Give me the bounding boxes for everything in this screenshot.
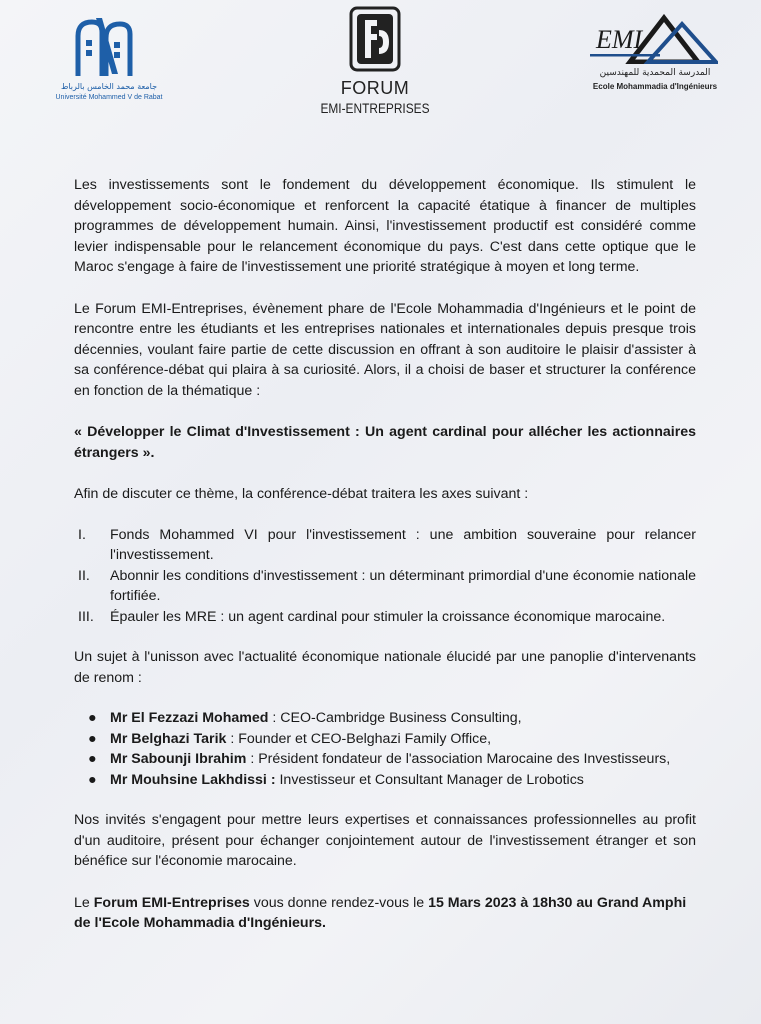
- speaker-role: : Président fondateur de l'association Marocaine des Investisseurs,: [246, 751, 671, 767]
- axis-item: [74, 607, 696, 628]
- axis-text: Épauler les MRE : un agent cardinal pour stimuler la croissance économique marocaine.: [110, 608, 666, 625]
- speaker-name: Mr Sabounji Ibrahim: [110, 751, 247, 767]
- axis-text: Abonnir les conditions d'investissement : un déterminant primordial d'une économie nationale fortifiée.: [110, 567, 696, 604]
- speaker-role: : CEO-Cambridge Business Consulting,: [268, 710, 522, 726]
- forum-name: Forum EMI-Entreprises: [93, 894, 250, 911]
- bullet-icon: ●: [88, 730, 97, 747]
- axis-text: Fonds Mohammed VI pour l'investissement : une ambition souveraine pour relancer l'investissement.: [110, 526, 696, 563]
- guests-paragraph: Nos invités s'engagent pour mettre leurs expertises et connaissances professionnelles au profit d'un auditoire, présent pour échanger conjointement autour de l'investissement étranger et son bénéfice sur l'économie marocaine.: [74, 812, 696, 869]
- speakers-list: [74, 708, 696, 790]
- event-announcement: [74, 893, 696, 934]
- forum-title: FORUM: [340, 78, 410, 98]
- forum-subtitle: EMI-ENTREPRISES: [320, 100, 430, 116]
- emi-french-name: Ecole Mohammadia d'Ingénieurs: [592, 82, 718, 91]
- speaker-name: Mr Belghazi Tarik: [110, 730, 227, 747]
- axis-number: III.: [78, 608, 94, 625]
- axis-item: [74, 525, 696, 566]
- bullet-icon: ●: [88, 771, 97, 788]
- conference-theme: « Développer le Climat d'Investissement : Un agent cardinal pour allécher les actionnaires étrangers ».: [74, 424, 696, 461]
- announcement-prefix: Le: [74, 894, 94, 911]
- speaker-item: [74, 708, 696, 729]
- speaker-item: [74, 770, 696, 791]
- emi-mark-text: EMI: [596, 25, 643, 54]
- emi-emblem-icon: [588, 14, 718, 64]
- emi-arabic-name: المدرسة المحمدية للمهندسين: [599, 68, 711, 78]
- speaker-name: Mr El Fezzazi Mohamed: [110, 710, 269, 726]
- event-date-location: 15 Mars 2023 à 18h30 au Grand Amphi de l'Ecole Mohammadia d'Ingénieurs.: [74, 894, 687, 931]
- document-body: [74, 175, 696, 934]
- axes-intro: Afin de discuter ce thème, la conférence-débat traitera les axes suivant :: [74, 486, 529, 502]
- speaker-name: Mr Mouhsine Lakhdissi :: [110, 771, 276, 788]
- speaker-role: Investisseur et Consultant Manager de Lrobotics: [275, 771, 584, 788]
- axes-list: [74, 525, 696, 628]
- um5-emblem-icon: [72, 16, 136, 78]
- bullet-icon: ●: [88, 751, 97, 767]
- axis-number: I.: [78, 526, 86, 543]
- emi-logo: [580, 14, 730, 100]
- speakers-intro: Un sujet à l'unisson avec l'actualité économique nationale élucidé par une panoplie d'intervenants de renom :: [74, 649, 696, 686]
- speaker-item: [74, 729, 696, 750]
- axis-item: [74, 566, 696, 607]
- universite-mohammed-v-logo: [44, 16, 174, 102]
- forum-paragraph: Le Forum EMI-Entreprises, évènement phare de l'Ecole Mohammadia d'Ingénieurs et le point de rencontre entre les étudiants et les entreprises nationales et internationales depuis presque trois décennies, voulant faire partie de cette discussion en offrant à son auditoire le plaisir d'assister à sa conférence-débat qui plaira à sa curiosité. Alors, il a choisi de baser et structurer la conférence en fonction de la thématique :: [74, 300, 696, 399]
- intro-paragraph: Les investissements sont le fondement du développement économique. Ils stimulent le développement socio-économique et renforcent la capacité étatique à financer de multiples programmes de développement humain. Ainsi, l'investissement productif est considéré comme levier indispensable pour le relancement économique du pays. C'est dans cette optique que le Maroc s'engage à faire de l'investissement une priorité stratégique à moyen et long terme.: [74, 177, 696, 275]
- speaker-role: : Founder et CEO-Belghazi Family Office,: [226, 730, 492, 747]
- bullet-icon: ●: [88, 710, 97, 726]
- document-header: [0, 0, 761, 130]
- axis-number: II.: [78, 567, 90, 584]
- speaker-item: [74, 749, 696, 770]
- forum-emblem-icon: [349, 6, 401, 72]
- um5-french-name: Université Mohammed V de Rabat: [55, 94, 163, 101]
- announcement-middle: vous donne rendez-vous le: [249, 894, 429, 911]
- forum-emi-entreprises-logo: [305, 4, 445, 124]
- um5-arabic-name: جامعة محمد الخامس بالرباط: [60, 82, 158, 91]
